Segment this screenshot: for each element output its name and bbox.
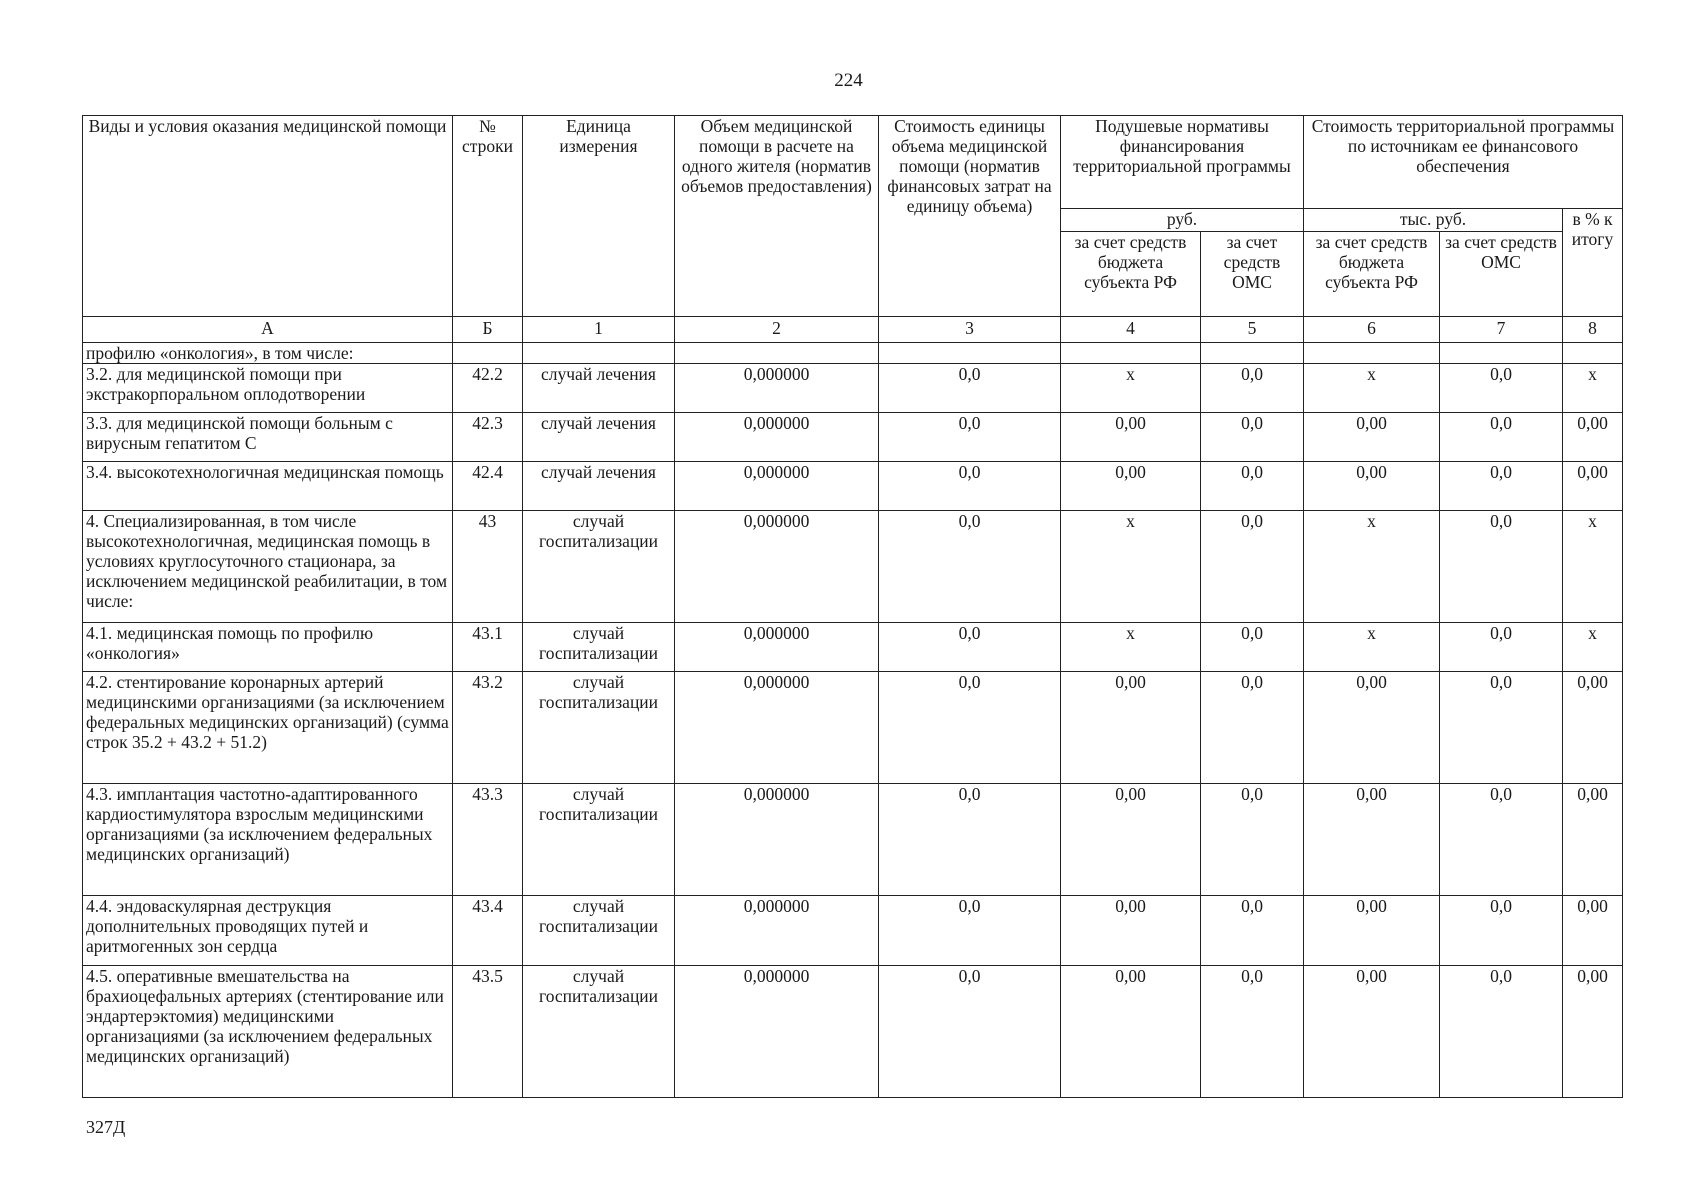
row-name: 4.5. оперативные вмешательства на брахиоцефальных артериях (стентирование или эндартерэктомия) медицинскими организациями (за исключением федеральных медицинских организаций) <box>83 966 453 1098</box>
row-col6: 0,00 <box>1304 672 1440 784</box>
header-per-capita-group: Подушевые нормативы финансирования территориальной программы <box>1061 116 1304 209</box>
row-number: 42.2 <box>453 364 523 413</box>
row-col7: 0,0 <box>1440 896 1563 966</box>
row-unit: случай лечения <box>523 413 675 462</box>
row-col5: 0,0 <box>1201 413 1304 462</box>
table-row <box>83 364 1623 413</box>
row-col5: 0,0 <box>1201 966 1304 1098</box>
column-index: Б <box>453 317 523 343</box>
column-index: 8 <box>1563 317 1623 343</box>
header-budget-thousand: за счет средств бюджета субъекта РФ <box>1304 232 1440 317</box>
row-volume: 0,000000 <box>675 623 879 672</box>
table-row <box>83 966 1623 1098</box>
row-col5: 0,0 <box>1201 462 1304 511</box>
row-col8: 0,00 <box>1563 413 1623 462</box>
table-row <box>83 511 1623 623</box>
column-index: 1 <box>523 317 675 343</box>
header-volume: Объем медицинской помощи в расчете на одного жителя (норматив объемов предоставления) <box>675 116 879 317</box>
continuation-text: профилю «онкология», в том числе: <box>83 343 453 364</box>
row-col8: 0,00 <box>1563 896 1623 966</box>
row-col6: х <box>1304 623 1440 672</box>
row-number: 43.5 <box>453 966 523 1098</box>
column-index: 7 <box>1440 317 1563 343</box>
row-col8: 0,00 <box>1563 966 1623 1098</box>
row-col7: 0,0 <box>1440 672 1563 784</box>
row-col4: х <box>1061 511 1201 623</box>
row-unit: случай госпитализации <box>523 966 675 1098</box>
row-volume: 0,000000 <box>675 364 879 413</box>
row-number: 43.4 <box>453 896 523 966</box>
row-name: 3.2. для медицинской помощи при экстракорпоральном оплодотворении <box>83 364 453 413</box>
row-col4: 0,00 <box>1061 462 1201 511</box>
row-col7: 0,0 <box>1440 966 1563 1098</box>
column-index: 4 <box>1061 317 1201 343</box>
header-unit: Единица измерения <box>523 116 675 317</box>
row-col4: 0,00 <box>1061 896 1201 966</box>
column-index: 5 <box>1201 317 1304 343</box>
row-col6: 0,00 <box>1304 462 1440 511</box>
column-index: А <box>83 317 453 343</box>
header-unit-thousand-rub: тыс. руб. <box>1304 209 1563 232</box>
row-col6: 0,00 <box>1304 413 1440 462</box>
row-col5: 0,0 <box>1201 784 1304 896</box>
header-program-cost-group: Стоимость территориальной программы по источникам ее финансового обеспечения <box>1304 116 1623 209</box>
row-cost: 0,0 <box>879 511 1061 623</box>
header-budget-rub: за счет средств бюджета субъекта РФ <box>1061 232 1201 317</box>
row-col8: 0,00 <box>1563 462 1623 511</box>
header-cost: Стоимость единицы объема медицинской помощи (норматив финансовых затрат на единицу объема) <box>879 116 1061 317</box>
column-index: 6 <box>1304 317 1440 343</box>
footer-document-code: 327Д <box>86 1117 126 1137</box>
column-index: 2 <box>675 317 879 343</box>
row-col8: х <box>1563 364 1623 413</box>
row-number: 43.2 <box>453 672 523 784</box>
row-col8: 0,00 <box>1563 672 1623 784</box>
row-cost: 0,0 <box>879 966 1061 1098</box>
row-volume: 0,000000 <box>675 462 879 511</box>
row-col6: х <box>1304 511 1440 623</box>
header-unit-rub: руб. <box>1061 209 1304 232</box>
row-col4: х <box>1061 623 1201 672</box>
table-row <box>83 784 1623 896</box>
row-col5: 0,0 <box>1201 672 1304 784</box>
row-col8: х <box>1563 623 1623 672</box>
header-name: Виды и условия оказания медицинской помощи <box>83 116 453 317</box>
row-col4: 0,00 <box>1061 413 1201 462</box>
row-unit: случай госпитализации <box>523 623 675 672</box>
table-row <box>83 672 1623 784</box>
row-name: 4.4. эндоваскулярная деструкция дополнительных проводящих путей и аритмогенных зон сердца <box>83 896 453 966</box>
row-col4: 0,00 <box>1061 966 1201 1098</box>
row-col4: х <box>1061 364 1201 413</box>
row-number: 43.3 <box>453 784 523 896</box>
row-volume: 0,000000 <box>675 966 879 1098</box>
row-name: 3.3. для медицинской помощи больным с вирусным гепатитом С <box>83 413 453 462</box>
header-percent: в % к итогу <box>1563 209 1623 317</box>
row-col8: х <box>1563 511 1623 623</box>
row-col7: 0,0 <box>1440 413 1563 462</box>
table-row <box>83 896 1623 966</box>
row-col6: 0,00 <box>1304 784 1440 896</box>
row-col5: 0,0 <box>1201 896 1304 966</box>
row-col5: 0,0 <box>1201 623 1304 672</box>
row-col8: 0,00 <box>1563 784 1623 896</box>
row-volume: 0,000000 <box>675 896 879 966</box>
row-cost: 0,0 <box>879 623 1061 672</box>
row-col7: 0,0 <box>1440 364 1563 413</box>
row-unit: случай госпитализации <box>523 672 675 784</box>
row-cost: 0,0 <box>879 364 1061 413</box>
header-row-number: № строки <box>453 116 523 317</box>
continuation-row <box>83 343 1623 364</box>
row-col5: 0,0 <box>1201 511 1304 623</box>
row-unit: случай лечения <box>523 462 675 511</box>
row-name: 4.1. медицинская помощь по профилю «онкология» <box>83 623 453 672</box>
row-name: 4.3. имплантация частотно-адаптированного кардиостимулятора взрослым медицинскими организациями (за исключением федеральных медицинских организаций) <box>83 784 453 896</box>
row-col6: 0,00 <box>1304 966 1440 1098</box>
row-unit: случай госпитализации <box>523 784 675 896</box>
row-unit: случай госпитализации <box>523 896 675 966</box>
row-unit: случай госпитализации <box>523 511 675 623</box>
row-number: 43.1 <box>453 623 523 672</box>
page-number: 224 <box>834 70 863 91</box>
row-volume: 0,000000 <box>675 511 879 623</box>
row-cost: 0,0 <box>879 462 1061 511</box>
row-cost: 0,0 <box>879 672 1061 784</box>
row-col4: 0,00 <box>1061 784 1201 896</box>
row-col7: 0,0 <box>1440 784 1563 896</box>
row-col7: 0,0 <box>1440 511 1563 623</box>
table-row <box>83 413 1623 462</box>
row-name: 4. Специализированная, в том числе высокотехнологичная, медицинская помощь в условиях круглосуточного стационара, за исключением медицинской реабилитации, в том числе: <box>83 511 453 623</box>
row-number: 43 <box>453 511 523 623</box>
table-row <box>83 623 1623 672</box>
row-cost: 0,0 <box>879 896 1061 966</box>
header-oms-rub: за счет средств ОМС <box>1201 232 1304 317</box>
row-col6: х <box>1304 364 1440 413</box>
row-unit: случай лечения <box>523 364 675 413</box>
row-col6: 0,00 <box>1304 896 1440 966</box>
row-volume: 0,000000 <box>675 672 879 784</box>
row-volume: 0,000000 <box>675 413 879 462</box>
row-col4: 0,00 <box>1061 672 1201 784</box>
row-cost: 0,0 <box>879 784 1061 896</box>
header-oms-thousand: за счет средств ОМС <box>1440 232 1563 317</box>
row-number: 42.3 <box>453 413 523 462</box>
row-cost: 0,0 <box>879 413 1061 462</box>
row-number: 42.4 <box>453 462 523 511</box>
column-index: 3 <box>879 317 1061 343</box>
row-name: 3.4. высокотехнологичная медицинская помощь <box>83 462 453 511</box>
column-index-row <box>83 317 1623 343</box>
row-name: 4.2. стентирование коронарных артерий медицинскими организациями (за исключением федеральных медицинских организаций) (сумма строк 35.2 + 43.2 + 51.2) <box>83 672 453 784</box>
row-col7: 0,0 <box>1440 623 1563 672</box>
row-col7: 0,0 <box>1440 462 1563 511</box>
row-col5: 0,0 <box>1201 364 1304 413</box>
financing-table <box>82 115 1623 1098</box>
row-volume: 0,000000 <box>675 784 879 896</box>
table-row <box>83 462 1623 511</box>
